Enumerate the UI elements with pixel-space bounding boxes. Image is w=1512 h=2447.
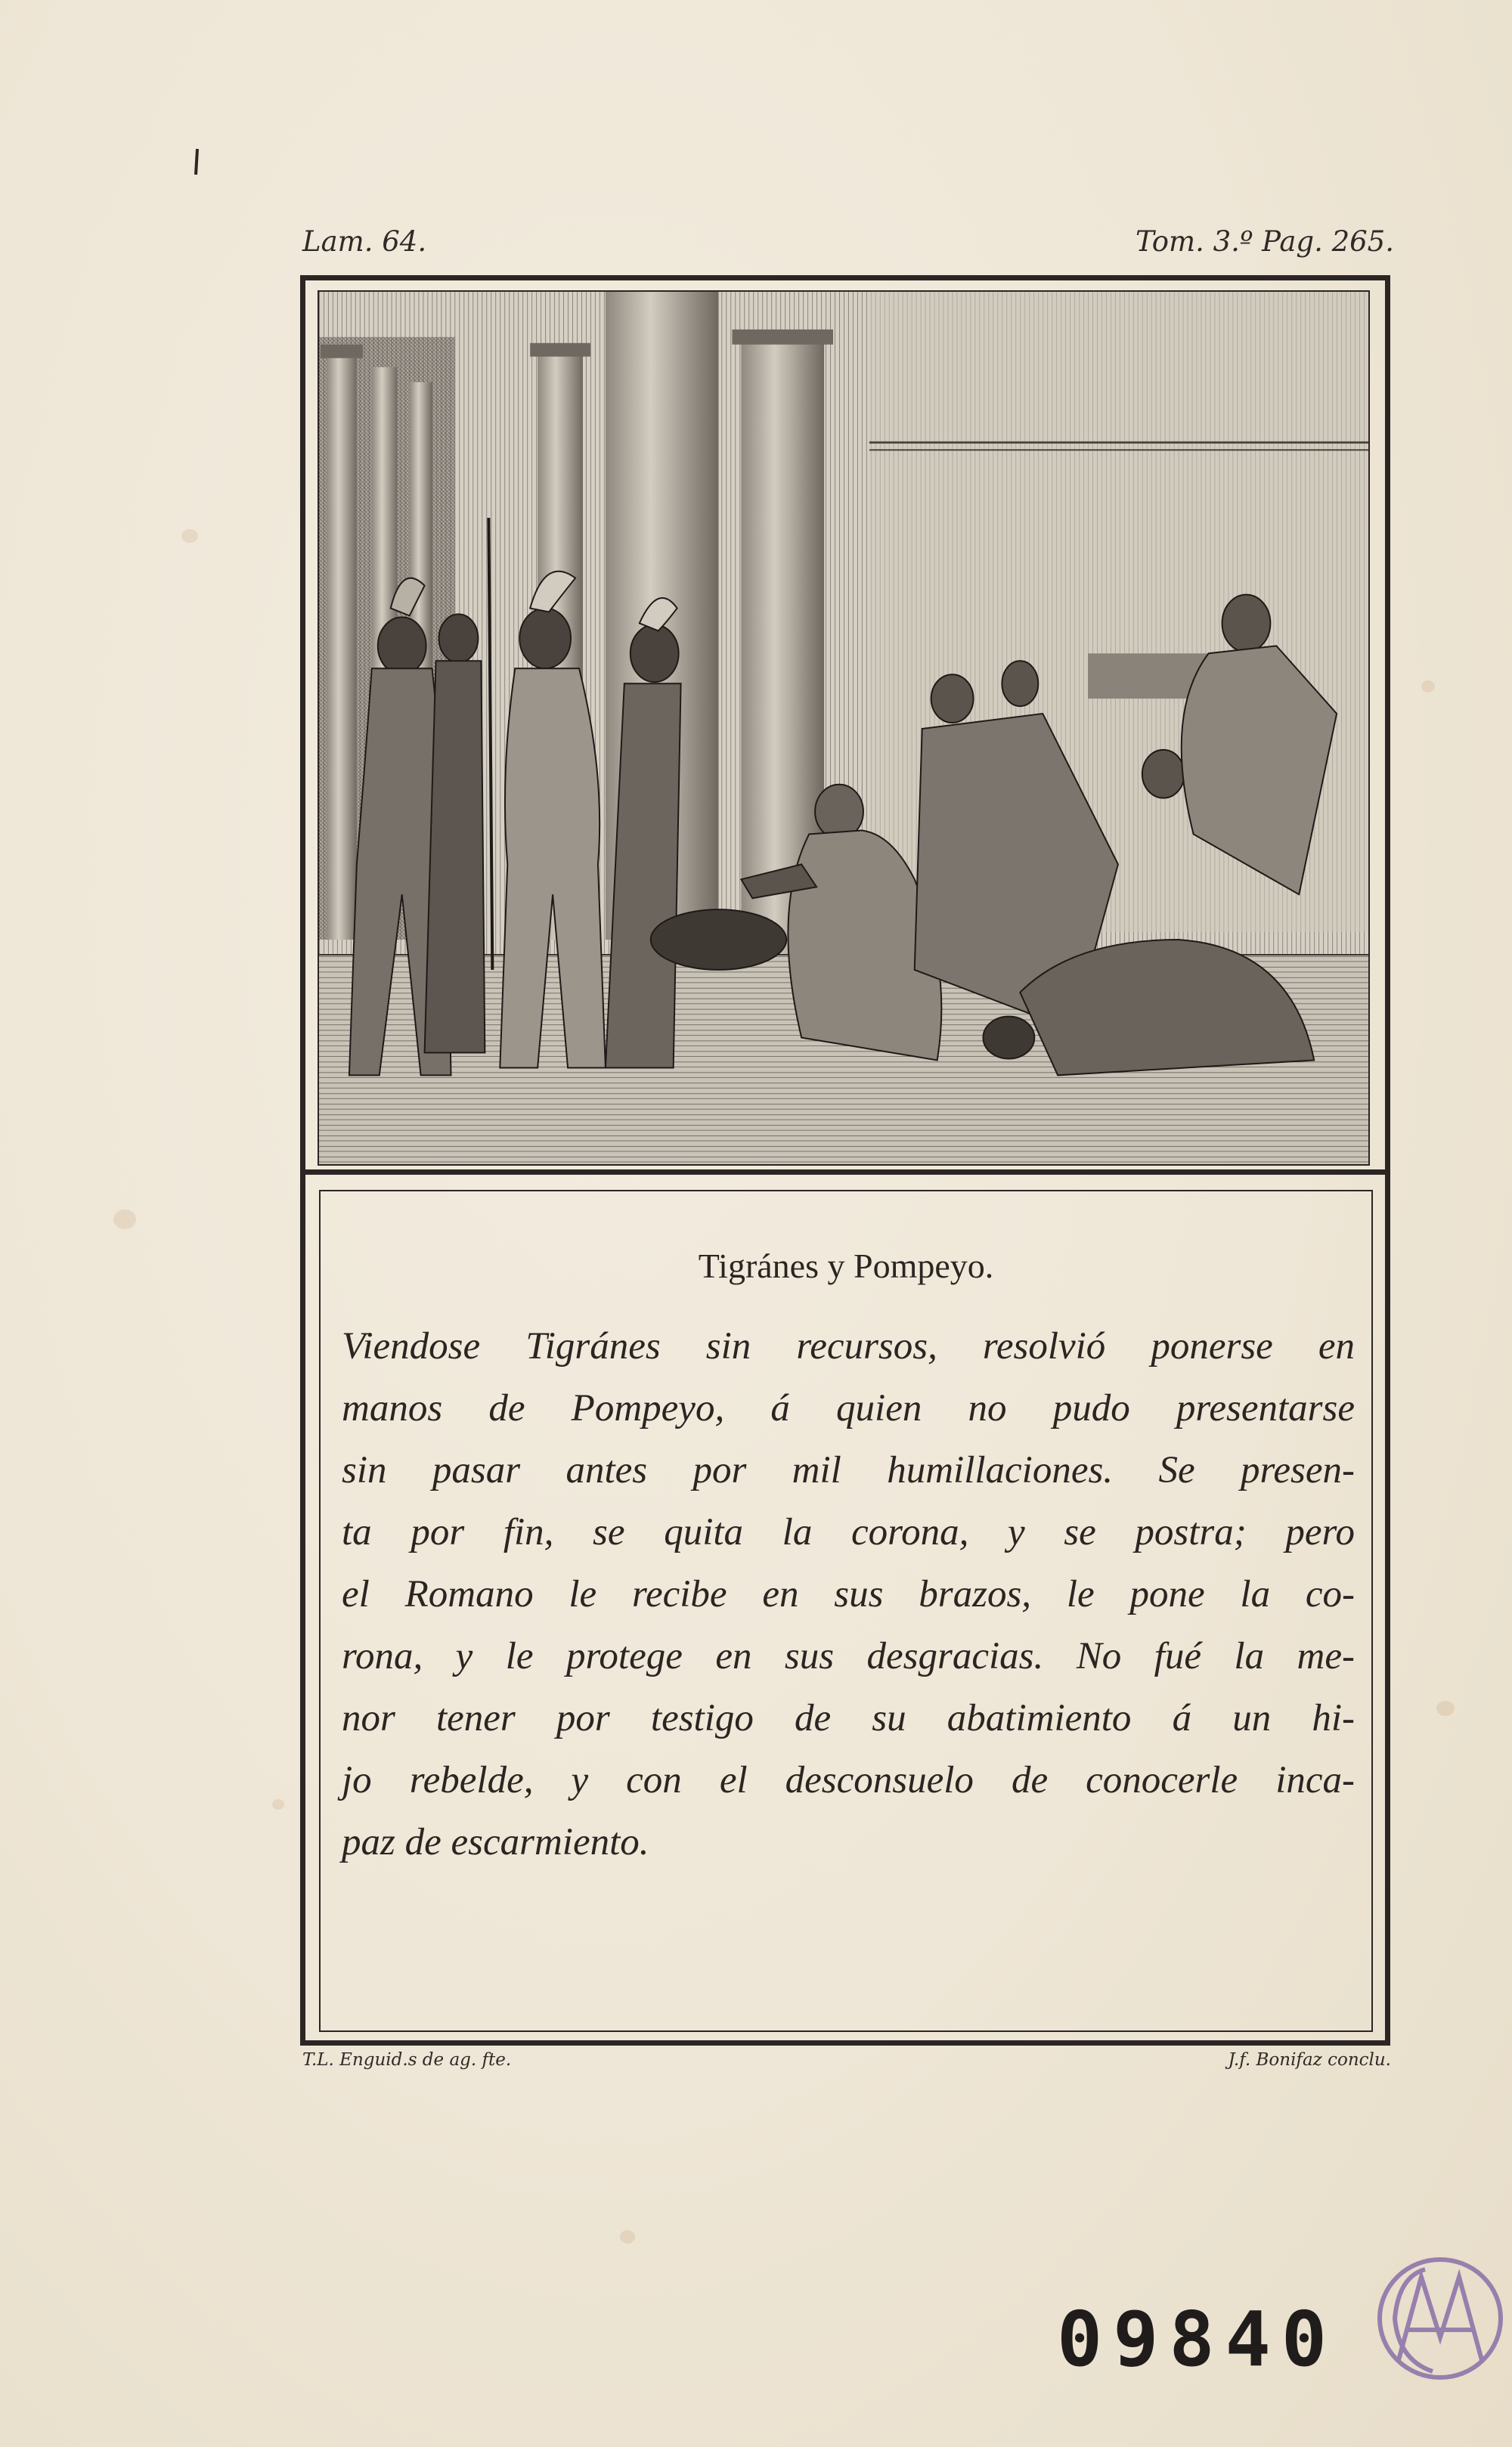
caption-line: el Romano le recibe en sus brazos, le pone la co-	[342, 1573, 1355, 1615]
foxing-spot	[113, 1210, 136, 1229]
foxing-spot	[272, 1799, 284, 1810]
foxing-spot	[1436, 1701, 1455, 1716]
pen-mark	[193, 147, 202, 178]
engraving-panel	[318, 290, 1370, 1166]
plate-title: Tigránes y Pompeyo.	[698, 1247, 994, 1285]
caption-line: Viendose Tigránes sin recursos, resolvió ponerse en	[342, 1325, 1355, 1368]
page-reference: Tom. 3.º Pag. 265.	[1135, 225, 1394, 258]
inventory-number: 09840	[1057, 2295, 1338, 2384]
caption-line: ta por fin, se quita la corona, y se postra; pero	[342, 1511, 1355, 1553]
foxing-spot	[620, 2230, 635, 2244]
plate-number: Lam. 64.	[302, 225, 427, 258]
collection-stamp-icon	[1353, 2247, 1512, 2390]
foxing-spot	[181, 529, 198, 543]
frame-divider	[300, 1169, 1390, 1175]
caption-line: sin pasar antes por mil humillaciones. Se presen-	[342, 1449, 1355, 1491]
plate-caption	[342, 1315, 1355, 1873]
caption-line: rona, y le protege en sus desgracias. No fué la me-	[342, 1635, 1355, 1677]
caption-line: nor tener por testigo de su abatimiento á un hi-	[342, 1697, 1355, 1739]
engraver-credit: T.L. Enguid.s de ag. fte.	[302, 2050, 512, 2070]
caption-line: manos de Pompeyo, á quien no pudo presentarse	[342, 1387, 1355, 1429]
caption-line: jo rebelde, y con el desconsuelo de conocerle inca-	[342, 1759, 1355, 1801]
engraving-illustration	[319, 292, 1368, 1164]
finisher-credit: J.f. Bonifaz conclu.	[1228, 2050, 1391, 2070]
foxing-spot	[1421, 680, 1435, 692]
caption-line: paz de escarmiento.	[342, 1821, 649, 1863]
